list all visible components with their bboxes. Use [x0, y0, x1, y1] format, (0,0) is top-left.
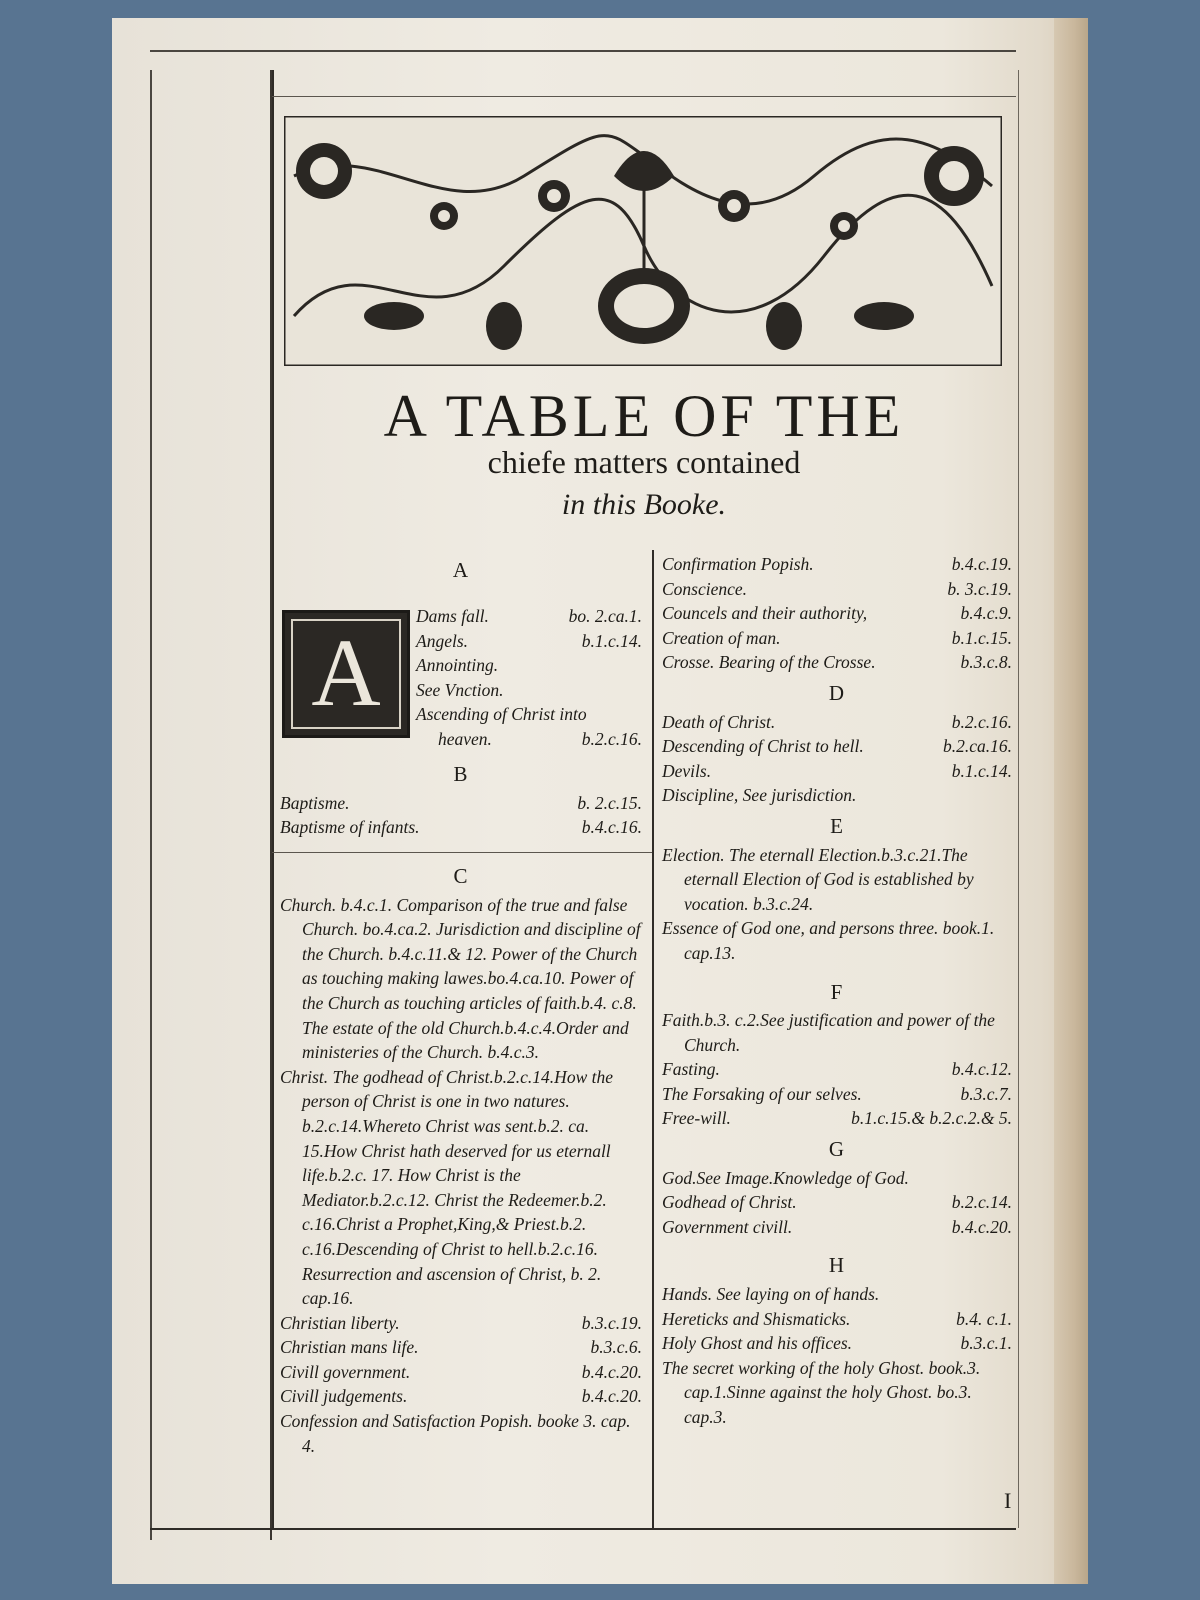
left-column — [280, 552, 642, 587]
index-paragraph: Church. b.4.c.1. Comparison of the true and false Church. bo.4.ca.2. Jurisdiction and discipline of the Church. b.4.c.11.& 12. Power of the Church as touching making lawes.bo.4.ca.10. Power of the Church as touching articles of faith.b.4. c.8. The estate of the old Church.b.4.c.4.Order and ministeries of the Church. b.4.c.3. — [280, 894, 641, 1063]
bottom-rule — [150, 1528, 1016, 1530]
list-item: Free-will. b.1.c.15.& b.2.c.2.& 5. — [662, 1108, 1012, 1129]
section-letter-e: E — [830, 813, 844, 838]
list-item: Conscience. b. 3.c.19. — [662, 578, 1012, 599]
floral-ornament-headpiece — [284, 116, 1002, 366]
section-letter-g: G — [828, 1137, 846, 1162]
list-item: Descending of Christ to hell. b.2.ca.16. — [662, 736, 1012, 757]
dropcap-initial — [282, 610, 410, 738]
list-item: Fasting. b.4.c.12. — [662, 1059, 1012, 1080]
list-item: Civill government. b.4.c.20. — [280, 1361, 642, 1382]
page-subtitle: chiefe matters contained — [487, 444, 801, 480]
dropcap-letter: A — [311, 619, 381, 726]
list-item: Government civill. b.4.c.20. — [662, 1216, 1012, 1237]
index-paragraph: Essence of God one, and persons three. book.1. cap.13. — [662, 918, 995, 963]
list-item: Hereticks and Shismaticks. b.4. c.1. — [662, 1308, 1012, 1329]
list-item: Crosse. Bearing of the Crosse. b.3.c.8. — [662, 652, 1012, 673]
section-a-entries — [416, 604, 642, 752]
section-rule — [272, 852, 652, 853]
list-item: Confirmation Popish. b.4.c.19. — [662, 554, 1012, 574]
top-rule — [150, 50, 1016, 52]
index-paragraph: The secret working of the holy Ghost. book.3. cap.1.Sinne against the holy Ghost. bo.3. cap.3. — [662, 1357, 981, 1427]
list-item: See Vnction. — [416, 679, 504, 700]
index-paragraph: Faith.b.3. c.2.See justification and power of the Church. — [662, 1010, 995, 1055]
section-letter-f: F — [830, 979, 844, 1004]
section-letter-a: A — [452, 558, 470, 582]
list-item: Angels. b.1.c.14. — [416, 630, 642, 651]
section-b — [280, 756, 642, 840]
list-item: Godhead of Christ. b.2.c.14. — [662, 1192, 1012, 1213]
index-paragraph: Confession and Satisfaction Popish. booke 3. cap. 4. — [280, 1411, 631, 1456]
list-item: Creation of man. b.1.c.15. — [662, 627, 1012, 648]
left-margin-column — [150, 70, 272, 1540]
section-letter-c: C — [453, 864, 469, 888]
list-item: Dams fall. bo. 2.ca.1. — [416, 606, 642, 626]
list-item: Christian liberty. b.3.c.19. — [280, 1312, 642, 1333]
list-item: Civill judgements. b.4.c.20. — [280, 1386, 642, 1407]
list-item: Annointing. — [416, 655, 499, 676]
list-item: Ascending of Christ into — [416, 704, 587, 725]
list-item: Baptisme. b. 2.c.15. — [280, 792, 642, 813]
section-c — [280, 858, 642, 1458]
page-signature: I — [1004, 1488, 1012, 1513]
list-item: Christian mans life. b.3.c.6. — [280, 1337, 642, 1358]
list-item: Death of Christ. b.2.c.16. — [662, 711, 1012, 732]
inner-top-rule — [272, 96, 1016, 97]
right-column — [662, 552, 1012, 1430]
index-paragraph: Christ. The godhead of Christ.b.2.c.14.How the person of Christ is one in two natures. b.2.c.14.Whereto Christ was sent.b.2. ca. 15.How Christ hath deserved for us eternall life.b.2.c. 17. How Christ is the Mediator.b.2.c.12. Christ the Redeemer.b.2. c.16.Christ a Prophet,King,& Priest.b.2. c.16.Descending of Christ to hell.b.2.c.16. Resurrection and ascension of Christ, b. 2. cap.16. — [280, 1066, 613, 1309]
list-item: Devils. b.1.c.14. — [662, 760, 1012, 781]
column-divider — [652, 550, 654, 1528]
list-item: Discipline, See jurisdiction. — [662, 785, 857, 806]
index-paragraph: Election. The eternall Election.b.3.c.21.The eternall Election of God is established by vocation. b.3.c.24. — [662, 844, 974, 914]
page-edge — [1054, 18, 1088, 1584]
list-item: Baptisme of infants. b.4.c.16. — [280, 817, 642, 838]
page-subtitle-italic: in this Booke. — [561, 488, 727, 521]
list-item: Holy Ghost and his offices. b.3.c.1. — [662, 1333, 1012, 1354]
list-item: heaven. b.2.c.16. — [438, 728, 642, 749]
list-item: Hands. See laying on of hands. — [662, 1284, 880, 1305]
section-letter-h: H — [828, 1253, 846, 1278]
section-letter-d: D — [828, 680, 846, 705]
section-letter-b: B — [453, 762, 469, 786]
page-title: A TABLE OF THE — [383, 383, 905, 449]
list-item: The Forsaking of our selves. b.3.c.7. — [662, 1083, 1012, 1104]
list-item: Councels and their authority, b.4.c.9. — [662, 603, 1012, 624]
list-item: God.See Image.Knowledge of God. — [662, 1167, 909, 1188]
